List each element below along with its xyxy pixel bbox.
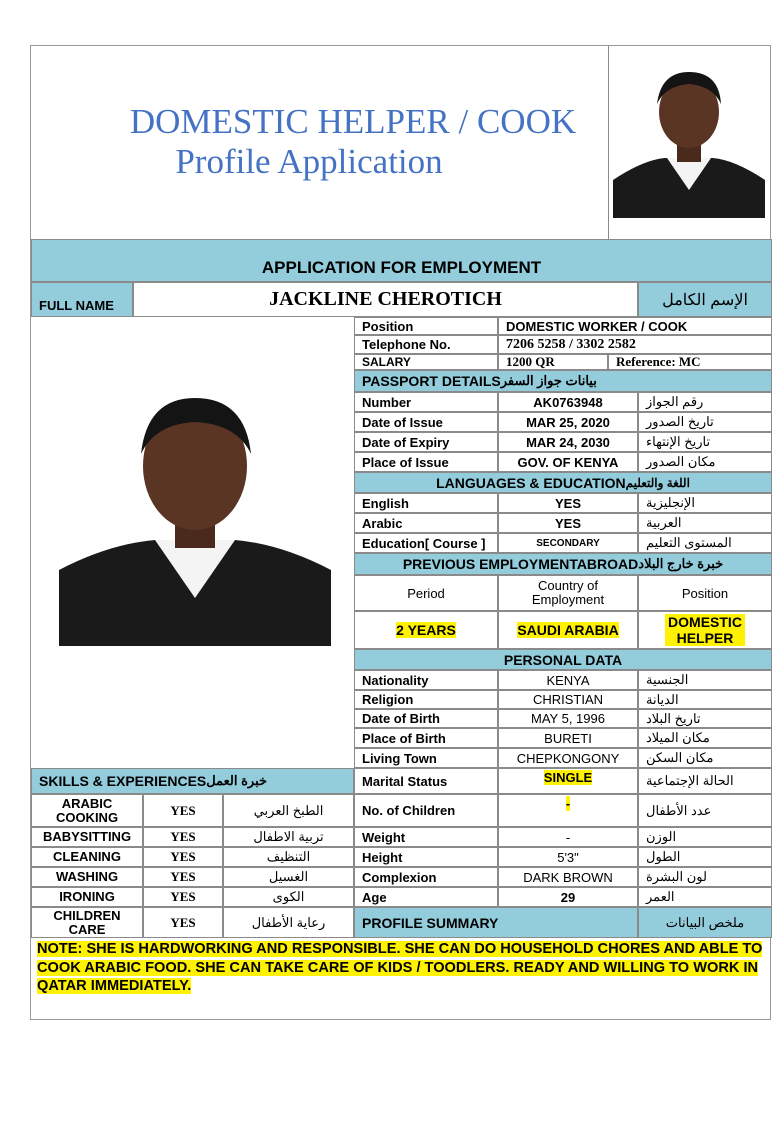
personal-value-cell [498, 748, 638, 768]
personal-value: CHEPKONGONY [516, 750, 620, 766]
personal-value-cell [498, 728, 638, 748]
skill-label-ar: الطبخ العربي [223, 794, 354, 827]
personal-value: BURETI [544, 730, 592, 746]
passport-heading: PASSPORT DETAILS بيانات جواز السفر [354, 370, 772, 392]
col-position: Position [638, 575, 772, 611]
reference-value: Reference: MC [608, 354, 772, 370]
passport-label-ar: تاريخ الصدور [638, 412, 772, 432]
period-value: 2 YEARS [396, 622, 456, 638]
telephone-value: 7206 5258 / 3302 2582 [498, 335, 772, 354]
skill-value: YES [143, 907, 223, 938]
personal-label-ar: الجنسية [638, 670, 772, 690]
personal-heading: PERSONAL DATA [354, 649, 772, 670]
personal-label-ar: الطول [638, 847, 772, 867]
language-label-ar: العربية [638, 513, 772, 533]
personal-label-ar: الديانة [638, 690, 772, 709]
full-name-value: JACKLINE CHEROTICH [133, 282, 638, 317]
passport-label: Number [354, 392, 498, 412]
summary-heading: PROFILE SUMMARY [354, 907, 638, 938]
position-label: Position [354, 317, 498, 335]
language-label-ar: الإنجليزية [638, 493, 772, 513]
language-value: YES [498, 513, 638, 533]
personal-value-cell [498, 827, 638, 847]
skills-heading: SKILLS & EXPERIENCES خبرة العمل [31, 768, 354, 794]
personal-label: No. of Children [354, 794, 498, 827]
personal-label: Date of Birth [354, 709, 498, 728]
personal-label-ar: العمر [638, 887, 772, 907]
passport-label-ar: مكان الصدور [638, 452, 772, 472]
country-value: SAUDI ARABIA [517, 622, 619, 638]
salary-value: 1200 QR [498, 354, 608, 370]
language-label: Arabic [354, 513, 498, 533]
passport-label-ar: رقم الجواز [638, 392, 772, 412]
skill-value: YES [143, 847, 223, 867]
languages-heading: LANGUAGES & EDUCATION اللغة والتعليم [354, 472, 772, 493]
personal-value: 29 [560, 889, 576, 905]
passport-value: GOV. OF KENYA [498, 452, 638, 472]
personal-label: Place of Birth [354, 728, 498, 748]
skill-value: YES [143, 867, 223, 887]
personal-label-ar: تاريخ البلاد [638, 709, 772, 728]
skill-label: IRONING [31, 887, 143, 907]
personal-label: Complexion [354, 867, 498, 887]
skill-label-ar: الغسيل [223, 867, 354, 887]
applicant-photo-large [59, 394, 331, 646]
personal-label-ar: الوزن [638, 827, 772, 847]
skill-label: BABYSITTING [31, 827, 143, 847]
personal-label-ar: مكان السكن [638, 748, 772, 768]
personal-label: Living Town [354, 748, 498, 768]
passport-label-ar: تاريخ الإنتهاء [638, 432, 772, 452]
personal-value: 5'3" [557, 849, 579, 865]
personal-label: Age [354, 887, 498, 907]
skill-value: YES [143, 887, 223, 907]
page-subtitle: Profile Application [175, 142, 443, 181]
full-name-label: FULL NAME [31, 282, 133, 317]
skill-label: ARABIC COOKING [31, 794, 143, 827]
previous-position-value: DOMESTIC HELPER [665, 614, 745, 646]
skill-value: YES [143, 827, 223, 847]
personal-label: Nationality [354, 670, 498, 690]
personal-value-cell [498, 887, 638, 907]
passport-value: MAR 24, 2030 [498, 432, 638, 452]
personal-label: Marital Status [354, 768, 498, 794]
personal-value-cell [498, 847, 638, 867]
personal-label: Weight [354, 827, 498, 847]
personal-value-cell [498, 709, 638, 728]
col-period: Period [354, 575, 498, 611]
summary-heading-ar: ملخص البيانات [638, 907, 772, 938]
personal-value: DARK BROWN [523, 869, 613, 885]
passport-value: MAR 25, 2020 [498, 412, 638, 432]
summary-note-box [31, 938, 772, 998]
previous-heading: PREVIOUS EMPLOYMENTABROAD خبرة خارج البلاد [354, 553, 772, 575]
application-sheet [30, 45, 771, 1020]
language-value: YES [498, 493, 638, 513]
personal-value: - [565, 796, 571, 811]
language-label-ar: المستوى التعليم [638, 533, 772, 553]
position-cell [638, 611, 772, 649]
period-cell [354, 611, 498, 649]
personal-value: MAY 5, 1996 [531, 711, 605, 726]
passport-value: AK0763948 [498, 392, 638, 412]
applicant-photo-small [613, 68, 765, 218]
personal-label-ar: الحالة الإجتماعية [638, 768, 772, 794]
personal-label-ar: لون البشرة [638, 867, 772, 887]
personal-value: SINGLE [543, 770, 593, 785]
salary-label: SALARY [354, 354, 498, 370]
personal-label-ar: عدد الأطفال [638, 794, 772, 827]
personal-label-ar: مكان الميلاد [638, 728, 772, 748]
skill-label: WASHING [31, 867, 143, 887]
summary-note: NOTE: SHE IS HARDWORKING AND RESPONSIBLE. SHE CAN DO HOUSEHOLD CHORES AND ABLE TO COOK ARABIC FOOD. SHE CAN TAKE CARE OF KIDS / TOODLERS. READY AND WILLING TO WORK IN QATAR IMMEDIATELY. [37, 941, 763, 994]
personal-value: KENYA [546, 672, 590, 688]
personal-label: Height [354, 847, 498, 867]
page-title: DOMESTIC HELPER / COOK [129, 102, 577, 141]
language-label: English [354, 493, 498, 513]
skill-label: CLEANING [31, 847, 143, 867]
skill-label: CHILDREN CARE [31, 907, 143, 938]
skill-label-ar: تربية الاطفال [223, 827, 354, 847]
personal-value-cell [498, 867, 638, 887]
telephone-label: Telephone No. [354, 335, 498, 354]
skill-label-ar: التنظيف [223, 847, 354, 867]
personal-label: Religion [354, 690, 498, 709]
passport-label: Date of Expiry [354, 432, 498, 452]
position-value: DOMESTIC WORKER / COOK [498, 317, 772, 335]
skill-value: YES [143, 794, 223, 827]
application-band: APPLICATION FOR EMPLOYMENT [31, 239, 772, 282]
personal-value-cell [498, 670, 638, 690]
personal-value: CHRISTIAN [532, 692, 604, 707]
language-label: Education[ Course ] [354, 533, 498, 553]
passport-label: Date of Issue [354, 412, 498, 432]
personal-value-cell [498, 690, 638, 709]
personal-value-cell [498, 768, 638, 794]
skill-label-ar: رعاية الأطفال [223, 907, 354, 938]
full-name-label-ar: الإسم الكامل [638, 282, 772, 317]
country-cell [498, 611, 638, 649]
language-value: SECONDARY [498, 533, 638, 553]
personal-value: - [565, 829, 571, 845]
col-country: Country of Employment [498, 575, 638, 611]
skill-label-ar: الكوى [223, 887, 354, 907]
personal-value-cell [498, 794, 638, 827]
passport-label: Place of Issue [354, 452, 498, 472]
